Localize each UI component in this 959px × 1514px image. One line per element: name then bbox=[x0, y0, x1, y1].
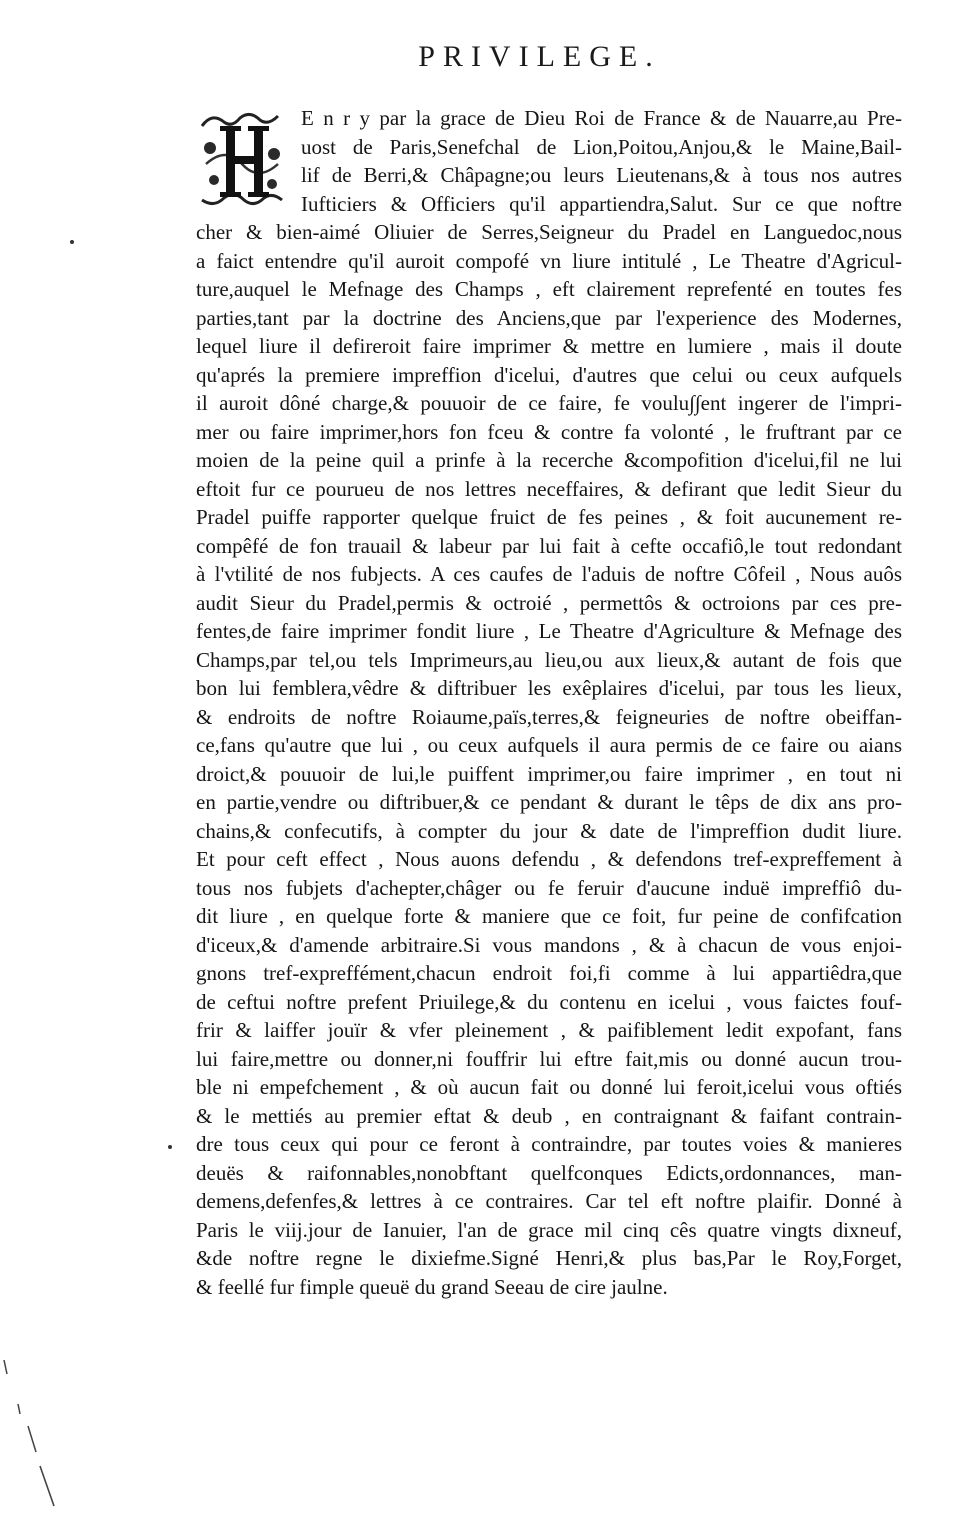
text-line: fentes,de faire imprimer fondit liure , Le Theatre d'Agriculture & Mefnage des bbox=[196, 619, 902, 643]
text-line: qu'aprés la premiere impreffion d'icelui, d'autres que celui ou ceux aufquels bbox=[196, 362, 902, 387]
text-line: & le mettiés au premier eftat & deub , en contraignant & faifant contrain- bbox=[196, 1103, 902, 1128]
text-line: tous nos fubjets d'achepter,châger ou fe feruir d'aucune induë impreffiô du- bbox=[196, 875, 902, 900]
text-line: E n r y par la grace de Dieu Roi de France & de Nauarre,au Pre- bbox=[301, 106, 902, 130]
text-line: d'iceux,& d'amende arbitraire.Si vous mandons , & à chacun de vous enjoi- bbox=[196, 932, 902, 957]
text-line: compêfé de fon trauail & labeur par lui fait à cefte occafiô,le tout redondant bbox=[196, 533, 902, 558]
page-title: PRIVILEGE. bbox=[418, 40, 661, 73]
text-line: eftoit fur ce pourueu de nos lettres neceffaires, & defirant que ledit Sieur du bbox=[196, 476, 902, 501]
text-line: & endroits de noftre Roiaume,païs,terres,& feigneuries de noftre obeiffan- bbox=[196, 704, 902, 729]
text-line: Paris le viij.jour de Ianuier, l'an de grace mil cinq cês quatre vingts dixneuf, bbox=[196, 1217, 902, 1242]
margin-scratch-marks bbox=[0, 1330, 140, 1514]
text-line: audit Sieur du Pradel,permis & octroié , permettôs & octroions par ces pre- bbox=[196, 590, 902, 615]
text-line: à l'vtilité de nos fubjects. A ces caufes de l'aduis de noftre Côfeil , Nous auôs bbox=[196, 562, 902, 586]
text-line: parties,tant par la doctrine des Anciens,que par l'experience des Modernes, bbox=[196, 305, 902, 330]
text-line: il auroit dôné charge,& pouuoir de ce faire, fe voulu∫∫ent ingerer de l'impri- bbox=[196, 391, 902, 415]
text-line: & feellé fur fimple queuë du grand Seeau de cire jaulne. bbox=[196, 1274, 668, 1299]
text-line: Champs,par tel,ou tels Imprimeurs,au lieu,ou aux lieux,& autant de fois que bbox=[196, 647, 902, 672]
text-line: gnons tref-expreffément,chacun endroit foi,fi comme à lui appartiêdra,que bbox=[196, 961, 902, 985]
text-line: cher & bien-aimé Oliuier de Serres,Seigneur du Pradel en Languedoc,nous bbox=[196, 220, 902, 244]
text-line: Iufticiers & Officiers qu'il appartiendra,Salut. Sur ce que noftre bbox=[301, 191, 902, 216]
text-line: ture,auquel le Mefnage des Champs , eft clairement reprefenté en toutes fes bbox=[196, 277, 902, 301]
privilege-text bbox=[196, 104, 902, 1301]
text-line: moien de la peine quil a prinfe à la recerche &compofition d'icelui,fil ne lui bbox=[196, 448, 902, 472]
text-line: lequel liure il defireroit faire imprimer & mettre en lumiere , mais il doute bbox=[196, 334, 902, 358]
text-line: droict,& pouuoir de lui,le puiffent imprimer,ou faire imprimer , en tout ni bbox=[196, 761, 902, 786]
text-line: ble ni empefchement , & où aucun fait ou donné lui feroit,icelui vous oftiés bbox=[196, 1075, 902, 1099]
text-line: de ceftui noftre prefent Priuilege,& du contenu en icelui , vous faictes fouf- bbox=[196, 989, 902, 1014]
text-line: lui faire,mettre ou donner,ni fouffrir lui eftre fait,mis ou donné aucun trou- bbox=[196, 1046, 902, 1071]
text-line: demens,defenfes,& lettres à ce contraires. Car tel eft noftre plaifir. Donné à bbox=[196, 1189, 902, 1213]
text-line: dre tous ceux qui pour ce feront à contraindre, par toutes voies & manieres bbox=[196, 1132, 902, 1156]
text-line: en partie,vendre ou diftribuer,& ce pendant & durant le têps de dix ans pro- bbox=[196, 790, 902, 814]
text-line: lif de Berri,& Châpagne;ou leurs Lieutenans,& à tous nos autres bbox=[301, 163, 902, 187]
text-line: deuës & raifonnables,nonobftant quelfconques Edicts,ordonnances, man- bbox=[196, 1160, 902, 1185]
margin-dot bbox=[168, 1145, 172, 1149]
text-line: Pradel puiffe rapporter quelque fruict de fes peines , & foit aucunement re- bbox=[196, 505, 902, 529]
text-line: uost de Paris,Senefchal de Lion,Poitou,Anjou,& le Maine,Bail- bbox=[301, 134, 902, 159]
text-line: bon lui femblera,vêdre & diftribuer les exêplaires d'icelui, par tous les lieux, bbox=[196, 676, 902, 700]
text-line: ce,fans qu'autre que lui , ou ceux aufquels il aura permis de ce faire ou aians bbox=[196, 733, 902, 757]
text-line: &de noftre regne le dixiefme.Signé Henri,& plus bas,Par le Roy,Forget, bbox=[196, 1246, 902, 1270]
text-line: dit liure , en quelque forte & maniere que ce foit, fur peine de confifcation bbox=[196, 904, 902, 928]
running-header bbox=[0, 40, 959, 74]
text-line: mer ou faire imprimer,hors fon fceu & contre fa volonté , le fruftrant par ce bbox=[196, 419, 902, 444]
text-line: frir & laiffer jouïr & vfer pleinement , & paifiblement ledit expofant, fans bbox=[196, 1018, 902, 1042]
margin-dot bbox=[70, 240, 74, 244]
text-line: a faict entendre qu'il auroit compofé vn liure intitulé , Le Theatre d'Agricul- bbox=[196, 248, 902, 273]
text-line: chains,& confecutifs, à compter du jour & date de l'impreffion dudit liure. bbox=[196, 818, 902, 843]
text-line: Et pour ceft effect , Nous auons defendu , & defendons tref-expreffement à bbox=[196, 847, 902, 871]
